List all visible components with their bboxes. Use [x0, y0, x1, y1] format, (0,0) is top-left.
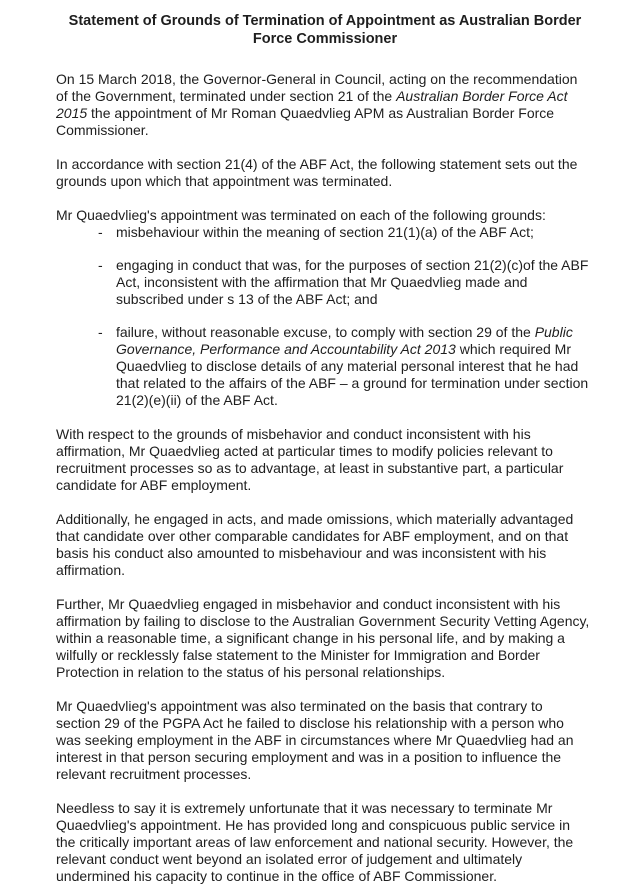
- list-item: [56, 324, 590, 409]
- bullet-dash: -: [98, 224, 103, 240]
- bullet-dash: -: [98, 324, 103, 340]
- list-item: [56, 224, 590, 241]
- paragraph-recruitment-conduct: With respect to the grounds of misbehavior and conduct inconsistent with his affirmation, Mr Quaedvlieg acted at particular times to modify policies relevant to recruitment processes so as to advantage, at least in substantive part, a particular candidate for ABF employment.: [56, 426, 564, 493]
- grounds-list: [56, 224, 590, 409]
- grounds-intro: Mr Quaedvlieg's appointment was terminated on each of the following grounds:: [56, 207, 546, 223]
- ground-text: misbehaviour within the meaning of section 21(1)(a) of the ABF Act;: [116, 224, 534, 240]
- list-item: [56, 257, 590, 308]
- paragraph-conclusion: Needless to say it is extremely unfortunate that it was necessary to terminate Mr Quaedvlieg's appointment. He has provided long and conspicuous public service in the critically important areas of law enforcement and national security. However, the relevant conduct went beyond an isolated error of judgement and ultimately undermined his capacity to continue in the office of ABF Commissioner.: [56, 800, 574, 884]
- ground-text: which required Mr Quaedvlieg to disclose details of any material personal interest that he had that related to the affairs of the ABF – a ground for termination under section 21(2)(e)(ii) of the ABF Act.: [116, 341, 589, 408]
- bullet-dash: -: [98, 257, 103, 273]
- act-name: Public Governance, Performance and Accountability Act 2013: [116, 324, 573, 357]
- paragraph-statement-purpose: In accordance with section 21(4) of the ABF Act, the following statement sets out the grounds upon which that appointment was terminated.: [56, 156, 578, 189]
- paragraph-security-vetting: Further, Mr Quaedvlieg engaged in misbehavior and conduct inconsistent with his affirmation by failing to disclose to the Australian Government Security Vetting Agency, within a reasonable time, a significant change in his personal life, and by making a wilfully or recklessly false statement to the Minister for Immigration and Border Protection in relation to the status of his personal relationships.: [56, 596, 590, 680]
- paragraph-candidate-advantage: Additionally, he engaged in acts, and made omissions, which materially advantaged that candidate over other comparable candidates for ABF employment, and on that basis his conduct also amounted to misbehaviour and was inconsistent with his affirmation.: [56, 511, 574, 578]
- paragraph-pgpa-disclosure: Mr Quaedvlieg's appointment was also terminated on the basis that contrary to section 29 of the PGPA Act he failed to disclose his relationship with a person who was seeking employment in the ABF in circumstances where Mr Quaedvlieg had an interest in that person securing employment and was in a position to influence the relevant recruitment processes.: [56, 698, 574, 782]
- paragraph-text: On 15 March 2018, the Governor-General in Council, acting on the recommendation of the Government, terminated under section 21 of the: [56, 71, 578, 104]
- act-name: Australian Border Force Act 2015: [56, 88, 568, 121]
- document-page: [0, 12, 642, 884]
- ground-text: engaging in conduct that was, for the purposes of section 21(2)(c)of the ABF Act, inconsistent with the affirmation that Mr Quaedvlieg made and subscribed under s 13 of the ABF Act; and: [116, 257, 589, 307]
- paragraph-termination-notice: [56, 71, 590, 139]
- ground-text: failure, without reasonable excuse, to comply with section 29 of the: [116, 324, 535, 340]
- document-title: Statement of Grounds of Termination of Appointment as Australian Border Force Commissioner: [68, 13, 582, 47]
- paragraph-text: the appointment of Mr Roman Quaedvlieg APM as Australian Border Force Commissioner.: [56, 105, 555, 138]
